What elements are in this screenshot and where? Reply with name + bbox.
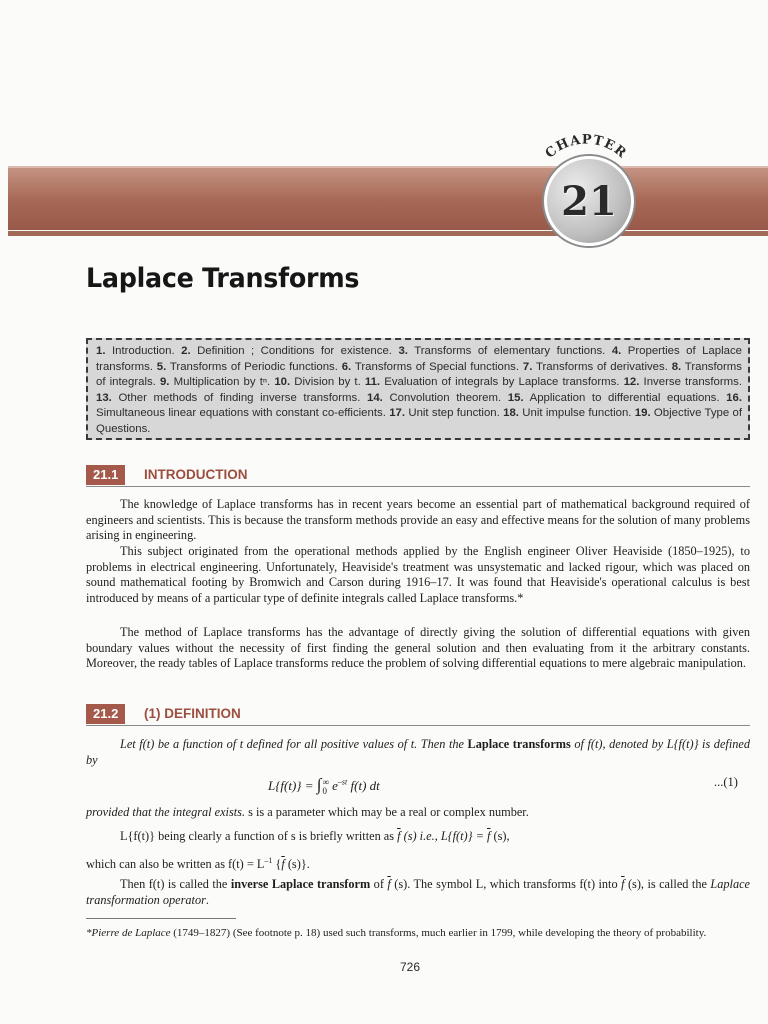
contents-item-title: Transforms of elementary functions. [407, 345, 606, 357]
contents-item-title: Division by t. [290, 376, 361, 389]
intro-paragraph-1: The knowledge of Laplace transforms has in recent years become an essential part of mathematical background required of engineers and scientists. This is because the transform methods provide an easy and effective means for the solution of many problems arising in engineering. [86, 497, 750, 543]
contents-item-number: 3. [398, 345, 408, 357]
laplace-definition-formula [268, 775, 380, 796]
integral-sign: ∫ [316, 775, 322, 794]
f-bar-symbol: $\overline{f}$ [621, 877, 625, 891]
chapter-number: 21 [561, 177, 617, 225]
contents-item-number: 7. [522, 360, 533, 373]
contents-item [508, 392, 720, 404]
section-rule [86, 486, 750, 487]
contents-item [523, 361, 668, 373]
inverse-text-of: of [370, 877, 388, 891]
intro-paragraph-3: The method of Laplace transforms has the advantage of directly giving the solution of differential equations with given boundary values without the necessity of first finding the general solution and then evaluating from it the arbitrary constants. Moreover, the ready tables of Laplace transforms reduce the problem of solving differential equations to mere algebraic manipulation. [86, 625, 750, 671]
contents-item [160, 376, 270, 388]
contents-item-number: 5. [156, 360, 167, 373]
contents-item [624, 376, 742, 388]
contents-item-title: Other methods of finding inverse transforms. [111, 391, 361, 404]
section-title: INTRODUCTION [144, 467, 248, 482]
contents-item [389, 407, 500, 419]
definition-paragraph [86, 737, 750, 768]
contents-item-title: Transforms of integrals. [96, 360, 742, 389]
section-rule [86, 725, 750, 726]
contents-item-number: 19. [634, 407, 651, 420]
contents-item-number: 15. [507, 391, 524, 404]
footnote [86, 926, 750, 940]
contents-item [274, 376, 360, 388]
contents-item-number: 17. [389, 407, 406, 420]
contents-item-title: Transforms of derivatives. [532, 360, 668, 373]
intro-paragraph-2: This subject originated from the operational methods applied by the English engineer Oliver Heaviside (1850–1925), to problems in electrical engineering. Unfortunately, Heaviside's treatment was unsystematic and lacked rigour, which was placed on sound mathematical footing by Bromwich and Carson during 1916–17. It was found that Heaviside's operational calculus is best introduced by means of a particular type of definite integrals called Laplace transforms.* [86, 544, 750, 605]
contents-item-title: Properties of Laplace transforms. [96, 345, 742, 373]
brief-notation-paragraph [86, 829, 750, 845]
contents-item [342, 361, 519, 373]
chapter-banner [8, 166, 768, 230]
contents-item-number: 8. [671, 360, 682, 373]
chapter-contents-list [96, 344, 742, 438]
contents-item [367, 392, 501, 404]
inverse-notation-end: (s)}. [284, 857, 310, 872]
page-number: 726 [399, 960, 421, 974]
f-bar-symbol: $\overline{f}$ [387, 877, 391, 891]
contents-item-title: Unit impulse function. [518, 407, 632, 420]
inverse-notation-paragraph [86, 853, 750, 873]
footnote-rule [86, 918, 236, 919]
footnote-text: (1749–1827) (See footnote p. 18) used such transforms, much earlier in 1799, while developing the theory of probability. [170, 927, 707, 939]
inverse-notation-text: which can also be written as f(t) = L [86, 857, 265, 872]
contents-item-number: 4. [611, 345, 622, 357]
formula-exponent: –st [337, 777, 348, 787]
contents-item-number: 9. [159, 376, 170, 389]
contents-item-title: Definition ; Conditions for existence. [190, 345, 392, 357]
definition-term: Laplace transforms [467, 737, 571, 751]
section-heading-introduction [86, 465, 750, 485]
formula-exponential: e [328, 778, 338, 793]
contents-item-title: Introduction. [105, 345, 175, 357]
contents-item-title: Transforms of Special functions. [351, 360, 520, 373]
chapter-number-badge [544, 156, 634, 246]
contents-item-number: 12. [623, 376, 640, 389]
contents-item [398, 345, 605, 357]
contents-item-title: Multiplication by tⁿ. [169, 376, 271, 389]
contents-item [181, 345, 392, 357]
f-bar-symbol: $\overline{f}$ [487, 829, 491, 843]
inverse-term: inverse Laplace transform [230, 877, 371, 891]
section-number: 21.2 [86, 704, 125, 724]
contents-item-number: 14. [367, 391, 383, 404]
brief-text-end: (s), [490, 829, 510, 843]
contents-item-title: Unit step function. [405, 407, 500, 420]
operator-term: Laplace transformation operator [86, 877, 751, 907]
contents-item-number: 11. [364, 376, 381, 389]
contents-item-number: 18. [503, 407, 519, 420]
inverse-exponent: –1 [264, 856, 273, 865]
section-number: 21.1 [86, 465, 125, 485]
contents-item [96, 345, 175, 357]
contents-item-title: Objective Type of Questions. [96, 407, 743, 435]
chapter-label: CHAPTER [542, 132, 630, 162]
contents-item [503, 407, 631, 419]
definition-text-end: of f(t), denoted by L{f(t)} is defined by [86, 737, 751, 767]
formula-integrand: f(t) dt [347, 778, 380, 793]
inverse-text-called: (s), is called the [624, 877, 711, 891]
contents-item-number: 1. [96, 345, 106, 357]
inverse-text: Then f(t) is called the [120, 877, 231, 891]
equation-number: ...(1) [714, 775, 738, 789]
section-heading-definition [86, 704, 750, 724]
footnote-name: *Pierre de Laplace [86, 927, 171, 939]
banner-rule [8, 231, 768, 236]
upper-limit: ∞ [322, 777, 329, 788]
brief-text: L{f(t)} being clearly a function of s is briefly written as [120, 829, 398, 843]
contents-item-title: Simultaneous linear equations with constant co-efficients. [96, 407, 386, 420]
lower-limit: 0 [322, 786, 327, 797]
section-title: (1) DEFINITION [144, 706, 241, 721]
inverse-text-middle: (s). The symbol L, which transforms f(t) into [390, 877, 622, 891]
contents-item-title: Inverse transforms. [639, 376, 742, 389]
inverse-text-end: . [205, 892, 209, 907]
chapter-title: Laplace Transforms [86, 263, 360, 294]
f-bar-symbol: $\overline{f}$ [397, 829, 401, 843]
contents-item-title: Transforms of Periodic functions. [166, 360, 338, 373]
contents-item-title: Evaluation of integrals by Laplace transforms. [380, 376, 620, 389]
definition-text: Let f(t) be a function of t defined for all positive values of t. Then the [120, 737, 468, 751]
contents-item [365, 376, 620, 388]
contents-item-number: 2. [181, 345, 191, 357]
contents-item-number: 10. [274, 376, 291, 389]
brief-text-middle: (s) i.e., L{f(t)} = [400, 829, 487, 843]
contents-item [96, 392, 360, 404]
f-bar-symbol: $\overline{f}$ [281, 857, 285, 872]
contents-item-number: 13. [96, 391, 112, 404]
contents-item-number: 16. [726, 391, 742, 404]
provided-text: s is a parameter which may be a real or complex number. [245, 805, 529, 819]
inverse-transform-paragraph [86, 877, 750, 908]
provided-paragraph [86, 805, 750, 821]
contents-item-title: Convolution theorem. [382, 391, 502, 404]
provided-condition: provided that the integral exists. [86, 805, 246, 819]
contents-item-title: Application to differential equations. [523, 391, 720, 404]
contents-item [157, 361, 338, 373]
inverse-brace: { [272, 857, 282, 872]
contents-item-number: 6. [341, 360, 352, 373]
formula-lhs: L{f(t)} = [268, 778, 317, 793]
